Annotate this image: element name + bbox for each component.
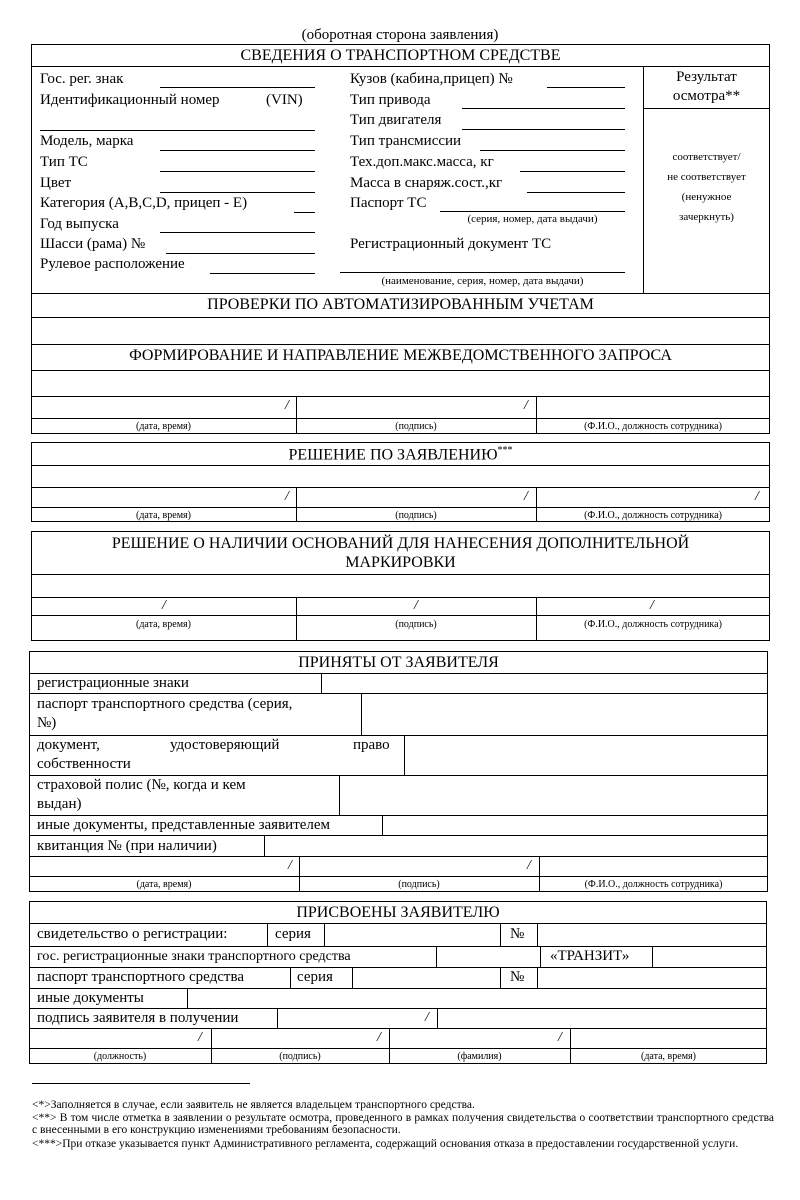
label-cert-series: серия bbox=[275, 926, 311, 942]
caption-signature: (подпись) bbox=[398, 879, 440, 890]
label-vin-abbr: (VIN) bbox=[266, 92, 303, 108]
label-reg-certificate: свидетельство о регистрации: bbox=[37, 926, 228, 942]
slash: / bbox=[527, 858, 531, 873]
label-year: Год выпуска bbox=[40, 216, 119, 232]
slash: / bbox=[755, 489, 759, 504]
caption-date: (дата, время) bbox=[641, 1051, 696, 1062]
label-passport: паспорт транспортного средства (серия, bbox=[37, 696, 293, 712]
divider bbox=[352, 967, 353, 988]
field-vehicle-passport[interactable] bbox=[440, 211, 625, 212]
label-ownership-doc-3: право bbox=[353, 737, 390, 753]
label-chassis: Шасси (рама) № bbox=[40, 236, 146, 252]
label-cert-number: № bbox=[510, 926, 525, 942]
label-assigned-plates: гос. регистрационные знаки транспортного средства bbox=[37, 949, 351, 964]
hint-passport: (серия, номер, дата выдачи) bbox=[467, 213, 598, 225]
divider bbox=[31, 574, 770, 575]
slash: / bbox=[650, 598, 654, 613]
divider bbox=[31, 344, 770, 345]
footnote-2: <**> В том числе отметка в заявлении о результате осмотра, проведенного в рамках получения свидетельства о соответствии транспортного средства с внесенными в его конструкцию изменениями требованиям безопасности. bbox=[32, 1112, 774, 1136]
label-color: Цвет bbox=[40, 175, 72, 191]
label-insurance-2: выдан) bbox=[37, 796, 82, 812]
field-vehicle-type[interactable] bbox=[160, 171, 315, 172]
label-model: Модель, марка bbox=[40, 133, 134, 149]
label-applicant-signature: подпись заявителя в получении bbox=[37, 1010, 239, 1026]
marking-title: РЕШЕНИЕ О НАЛИЧИИ ОСНОВАНИЙ ДЛЯ НАНЕСЕНИЯ ДОПОЛНИТЕЛЬНОЙ bbox=[111, 535, 690, 552]
caption-signature: (подпись) bbox=[395, 619, 437, 630]
divider bbox=[31, 317, 770, 318]
label-vehicle-type: Тип ТС bbox=[40, 154, 88, 170]
label-vin: Идентификационный номер bbox=[40, 92, 220, 108]
vehicle-section-title: СВЕДЕНИЯ О ТРАНСПОРТНОМ СРЕДСТВЕ bbox=[240, 47, 561, 64]
divider bbox=[29, 673, 768, 674]
divider bbox=[382, 815, 383, 835]
caption-date: (дата, время) bbox=[136, 510, 191, 521]
divider bbox=[643, 108, 770, 109]
divider bbox=[31, 66, 770, 67]
field-body-number[interactable] bbox=[547, 87, 625, 88]
label-body-number: Кузов (кабина,прицеп) № bbox=[350, 71, 513, 87]
footnote-1: <*>Заполняется в случае, если заявитель не является владельцем транспортного средства. bbox=[32, 1099, 475, 1111]
label-max-mass: Тех.доп.макс.масса, кг bbox=[350, 154, 494, 170]
divider bbox=[31, 507, 770, 508]
label-plates: регистрационные знаки bbox=[37, 675, 189, 691]
label-ownership-doc: документ, bbox=[37, 737, 100, 753]
slash: / bbox=[288, 858, 292, 873]
label-drive-type: Тип привода bbox=[350, 92, 431, 108]
result-note-match: соответствует/ bbox=[672, 151, 741, 163]
request-title: ФОРМИРОВАНИЕ И НАПРАВЛЕНИЕ МЕЖВЕДОМСТВЕННОГО ЗАПРОСА bbox=[129, 347, 672, 364]
field-steering[interactable] bbox=[210, 273, 315, 274]
divider bbox=[187, 988, 188, 1008]
divider bbox=[31, 370, 770, 371]
checks-title: ПРОВЕРКИ ПО АВТОМАТИЗИРОВАННЫМ УЧЕТАМ bbox=[207, 296, 594, 313]
label-transmission: Тип трансмиссии bbox=[350, 133, 462, 149]
divider bbox=[29, 923, 767, 924]
caption-date: (дата, время) bbox=[136, 619, 191, 630]
divider bbox=[29, 856, 768, 857]
caption-staff: (Ф.И.О., должность сотрудника) bbox=[584, 879, 723, 890]
field-year[interactable] bbox=[160, 232, 315, 233]
divider bbox=[321, 673, 322, 693]
divider bbox=[29, 967, 767, 968]
divider bbox=[29, 1048, 767, 1049]
slash: / bbox=[414, 598, 418, 613]
slash: / bbox=[162, 598, 166, 613]
marking-title-2: МАРКИРОВКИ bbox=[345, 554, 456, 571]
divider bbox=[29, 946, 767, 947]
label-passport-number: № bbox=[510, 969, 525, 985]
label-receipt: квитанция № (при наличии) bbox=[37, 838, 217, 854]
divider bbox=[437, 1008, 438, 1028]
slash: / bbox=[285, 398, 289, 413]
result-title-2: осмотра** bbox=[672, 88, 741, 104]
field-transmission[interactable] bbox=[480, 150, 625, 151]
divider bbox=[29, 775, 768, 776]
divider bbox=[29, 693, 768, 694]
label-other-docs: иные документы, представленные заявителем bbox=[37, 817, 331, 833]
caption-date: (дата, время) bbox=[136, 879, 192, 890]
label-ownership-doc-4: собственности bbox=[37, 756, 131, 772]
result-note-cross: (ненужное bbox=[681, 191, 732, 203]
field-category[interactable] bbox=[294, 212, 315, 213]
divider bbox=[29, 735, 768, 736]
divider bbox=[267, 923, 268, 946]
divider bbox=[29, 988, 767, 989]
received-title: ПРИНЯТЫ ОТ ЗАЯВИТЕЛЯ bbox=[298, 654, 499, 671]
result-title: Результат bbox=[676, 69, 737, 85]
result-note-cross-2: зачеркнуть) bbox=[679, 211, 734, 223]
divider bbox=[500, 923, 501, 946]
slash: / bbox=[524, 398, 528, 413]
label-vehicle-passport: Паспорт ТС bbox=[350, 195, 427, 211]
field-reg-document[interactable] bbox=[340, 272, 625, 273]
divider bbox=[537, 967, 538, 988]
divider bbox=[29, 835, 768, 836]
divider bbox=[31, 465, 770, 466]
label-reg-document: Регистрационный документ ТС bbox=[350, 236, 552, 252]
divider bbox=[537, 923, 538, 946]
slash: / bbox=[425, 1010, 429, 1025]
field-model[interactable] bbox=[160, 150, 315, 151]
label-passport-2: №) bbox=[37, 715, 57, 731]
caption-staff: (Ф.И.О., должность сотрудника) bbox=[584, 421, 722, 432]
divider bbox=[29, 1008, 767, 1009]
divider bbox=[339, 775, 340, 815]
label-engine-type: Тип двигателя bbox=[350, 112, 442, 128]
caption-date: (дата, время) bbox=[136, 421, 191, 432]
field-chassis[interactable] bbox=[166, 253, 315, 254]
slash: / bbox=[524, 489, 528, 504]
divider bbox=[29, 876, 768, 877]
divider bbox=[264, 835, 265, 856]
divider bbox=[31, 597, 770, 598]
label-passport-series: серия bbox=[297, 969, 333, 985]
caption-surname: (фамилия) bbox=[457, 1051, 502, 1062]
field-reg-plate[interactable] bbox=[160, 87, 315, 88]
field-max-mass[interactable] bbox=[520, 171, 625, 172]
divider bbox=[31, 615, 770, 616]
field-curb-mass[interactable] bbox=[527, 192, 625, 193]
decision-title: РЕШЕНИЕ ПО ЗАЯВЛЕНИЮ*** bbox=[288, 445, 513, 464]
footnote-3: <***>При отказе указывается пункт Административного регламента, содержащий основания отказа в предоставлении государственной услуги. bbox=[32, 1138, 739, 1150]
field-vin[interactable] bbox=[40, 130, 315, 131]
caption-position: (должность) bbox=[93, 1051, 147, 1062]
label-steering: Рулевое расположение bbox=[40, 256, 185, 272]
assigned-title: ПРИСВОЕНЫ ЗАЯВИТЕЛЮ bbox=[296, 904, 500, 921]
label-assigned-passport: паспорт транспортного средства bbox=[37, 969, 245, 985]
label-curb-mass: Масса в снаряж.сост.,кг bbox=[350, 175, 503, 191]
field-drive-type[interactable] bbox=[462, 108, 625, 109]
divider bbox=[500, 967, 501, 988]
divider bbox=[31, 487, 770, 488]
slash: / bbox=[285, 489, 289, 504]
slash: / bbox=[198, 1030, 202, 1045]
caption-signature: (подпись) bbox=[395, 510, 437, 521]
result-note-mismatch: не соответствует bbox=[667, 171, 746, 183]
label-category: Категория (A,B,C,D, прицеп - E) bbox=[40, 195, 248, 211]
divider bbox=[31, 396, 770, 397]
field-engine-type[interactable] bbox=[462, 129, 625, 130]
divider bbox=[324, 923, 325, 946]
divider bbox=[404, 735, 405, 775]
caption-signature: (подпись) bbox=[279, 1051, 321, 1062]
label-transit: «ТРАНЗИТ» bbox=[550, 948, 630, 964]
caption-staff: (Ф.И.О., должность сотрудника) bbox=[584, 619, 722, 630]
caption-staff: (Ф.И.О., должность сотрудника) bbox=[584, 510, 722, 521]
divider bbox=[31, 418, 770, 419]
divider bbox=[29, 815, 768, 816]
label-insurance: страховой полис (№, когда и кем bbox=[37, 777, 246, 793]
label-reg-plate: Гос. рег. знак bbox=[40, 71, 124, 87]
hint-reg-document: (наименование, серия, номер, дата выдачи) bbox=[381, 275, 584, 287]
divider bbox=[277, 1008, 278, 1028]
slash: / bbox=[377, 1030, 381, 1045]
label-ownership-doc-2: удостоверяющий bbox=[170, 737, 280, 753]
checks-request-section bbox=[31, 294, 770, 434]
divider bbox=[540, 946, 541, 967]
divider bbox=[652, 946, 653, 967]
divider bbox=[436, 946, 437, 967]
label-assigned-other: иные документы bbox=[37, 990, 144, 1006]
divider bbox=[29, 1028, 767, 1029]
footnote-separator bbox=[32, 1083, 250, 1084]
field-color[interactable] bbox=[160, 192, 315, 193]
caption-signature: (подпись) bbox=[395, 421, 437, 432]
slash: / bbox=[558, 1030, 562, 1045]
divider bbox=[290, 967, 291, 988]
divider bbox=[361, 693, 362, 735]
page-caption: (оборотная сторона заявления) bbox=[301, 27, 499, 43]
